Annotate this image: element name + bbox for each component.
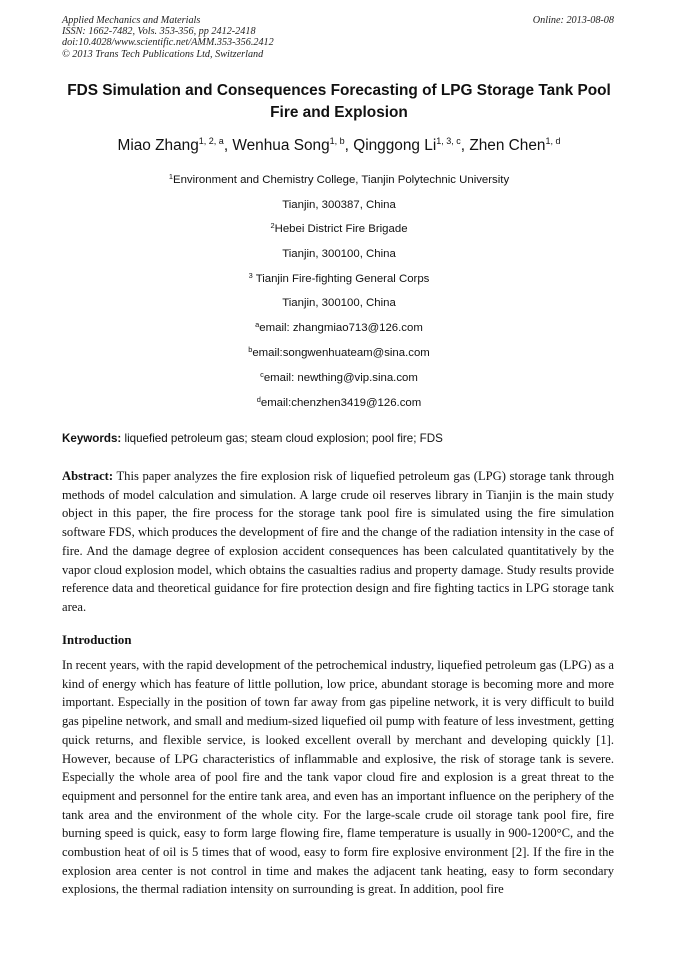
journal-doi: doi:10.4028/www.scientific.net/AMM.353-356.2412: [62, 37, 274, 49]
author-separator: ,: [460, 137, 470, 154]
author-affiliation-marker: 1, d: [545, 136, 561, 146]
affiliation-marker: 1: [168, 172, 173, 181]
author-line: [40, 136, 638, 156]
affiliation-line: [40, 247, 638, 261]
author-name: Zhen Chen: [469, 137, 546, 154]
affiliation-line: [40, 272, 638, 286]
affiliation-line: [40, 296, 638, 310]
email-text: email:chenzhen3419@126.com: [260, 397, 422, 409]
author-affiliation-marker: 1, b: [329, 136, 345, 146]
email-line: [40, 346, 638, 360]
email-marker: d: [256, 395, 261, 404]
journal-issn: ISSN: 1662-7482, Vols. 353-356, pp 2412-2418: [62, 26, 256, 38]
affiliation-line: [40, 173, 638, 187]
author-separator: ,: [223, 137, 233, 154]
affiliation-text: Hebei District Fire Brigade: [274, 223, 408, 235]
affiliation-text: Tianjin, 300100, China: [282, 297, 396, 309]
email-marker: c: [260, 370, 264, 379]
email-marker: b: [248, 345, 253, 354]
keywords-text: liquefied petroleum gas; steam cloud explosion; pool fire; FDS: [121, 432, 443, 445]
email-text: email:songwenhuateam@sina.com: [252, 347, 430, 359]
journal-name: Applied Mechanics and Materials: [62, 15, 201, 26]
author-name: Wenhua Song: [232, 137, 330, 154]
affiliation-text: Tianjin Fire-fighting General Corps: [252, 273, 430, 285]
email-marker: a: [255, 320, 260, 329]
online-date: Online: 2013-08-08: [532, 15, 614, 26]
email-text: email: newthing@vip.sina.com: [263, 372, 418, 384]
author-affiliation-marker: 1, 2, a: [198, 136, 224, 146]
email-text: email: zhangmiao713@126.com: [259, 322, 423, 334]
journal-header: [62, 15, 274, 60]
abstract-label: Abstract:: [62, 469, 114, 483]
author-affiliation-marker: 1, 3, c: [436, 136, 461, 146]
affiliation-marker: 3: [248, 271, 253, 280]
section-heading: Introduction: [62, 633, 132, 647]
introduction-paragraph: In recent years, with the rapid development of the petrochemical industry, liquefied petroleum gas (LPG) as a kind of energy which has feature of little pollution, low price, abundant storage is becoming more and more important. Especially in the position of town far away from gas pipeline network, it is very difficult to build gas pipeline network, and small and medium-sized liquefied oil pump with feature of less investment, getting quick returns, and flexible service, is looked excellent overall by merchant and developing quickly [1]. However, because of LPG characteristics of inflammable and explosive, the risk of storage tank is severe. Especially the whole area of pool fire and the tank vapor cloud fire and explosion is a great threat to the equipment and personnel for the entire tank area, and even has an important influence on the periphery of the tank area and the environment of the whole city. For the large-scale crude oil storage tank pool fire, fire burning speed is quick, easy to form large flowing fire, flame temperature is usually in 900-1200°C, and the combustion heat of oil is 5 times that of wood, easy to form fire explosive environment [2]. If the fire in the explosion area center is not control in time and makes the adjacent tank heating, easy to form secondary explosions, the thermal radiation intensity on surrounding is great. In addition, pool fire: [62, 658, 614, 897]
author-separator: ,: [344, 137, 354, 154]
journal-copyright: © 2013 Trans Tech Publications Ltd, Switzerland: [62, 48, 264, 60]
author-name: Qinggong Li: [353, 137, 437, 154]
abstract: [62, 467, 614, 617]
affiliation-text: Tianjin, 300100, China: [282, 248, 396, 260]
keywords-label: Keywords:: [62, 432, 122, 445]
affiliation-line: [40, 198, 638, 212]
affiliation-text: Environment and Chemistry College, Tianjin Polytechnic University: [172, 174, 510, 186]
abstract-text: This paper analyzes the fire explosion risk of liquefied petroleum gas (LPG) storage tank through methods of model calculation and simulation. A large crude oil reserves library in Tianjin is the main study object in this paper, the fire process for the storage tank pool fire is simulated using the fire simulation software FDS, which produces the development of fire and the change of the radiation intensity in the case of fire. And the damage degree of explosion accident consequences has been calculated quantitatively by the vapor cloud explosion model, which obtains the casualties radius and property damage. Study results provide reference data and theoretical guidance for fire protection design and fire fighting tactics in LPG storage tank area.: [62, 469, 614, 614]
affiliation-marker: 2: [270, 221, 275, 230]
email-line: [40, 321, 638, 335]
affiliation-text: Tianjin, 300387, China: [282, 199, 396, 211]
keywords: [62, 432, 443, 446]
author-name: Miao Zhang: [117, 137, 199, 154]
affiliation-line: [40, 222, 638, 236]
email-line: [40, 396, 638, 410]
paper-title: FDS Simulation and Consequences Forecasting of LPG Storage Tank Pool Fire and Explosion: [67, 82, 611, 121]
email-line: [40, 371, 638, 385]
